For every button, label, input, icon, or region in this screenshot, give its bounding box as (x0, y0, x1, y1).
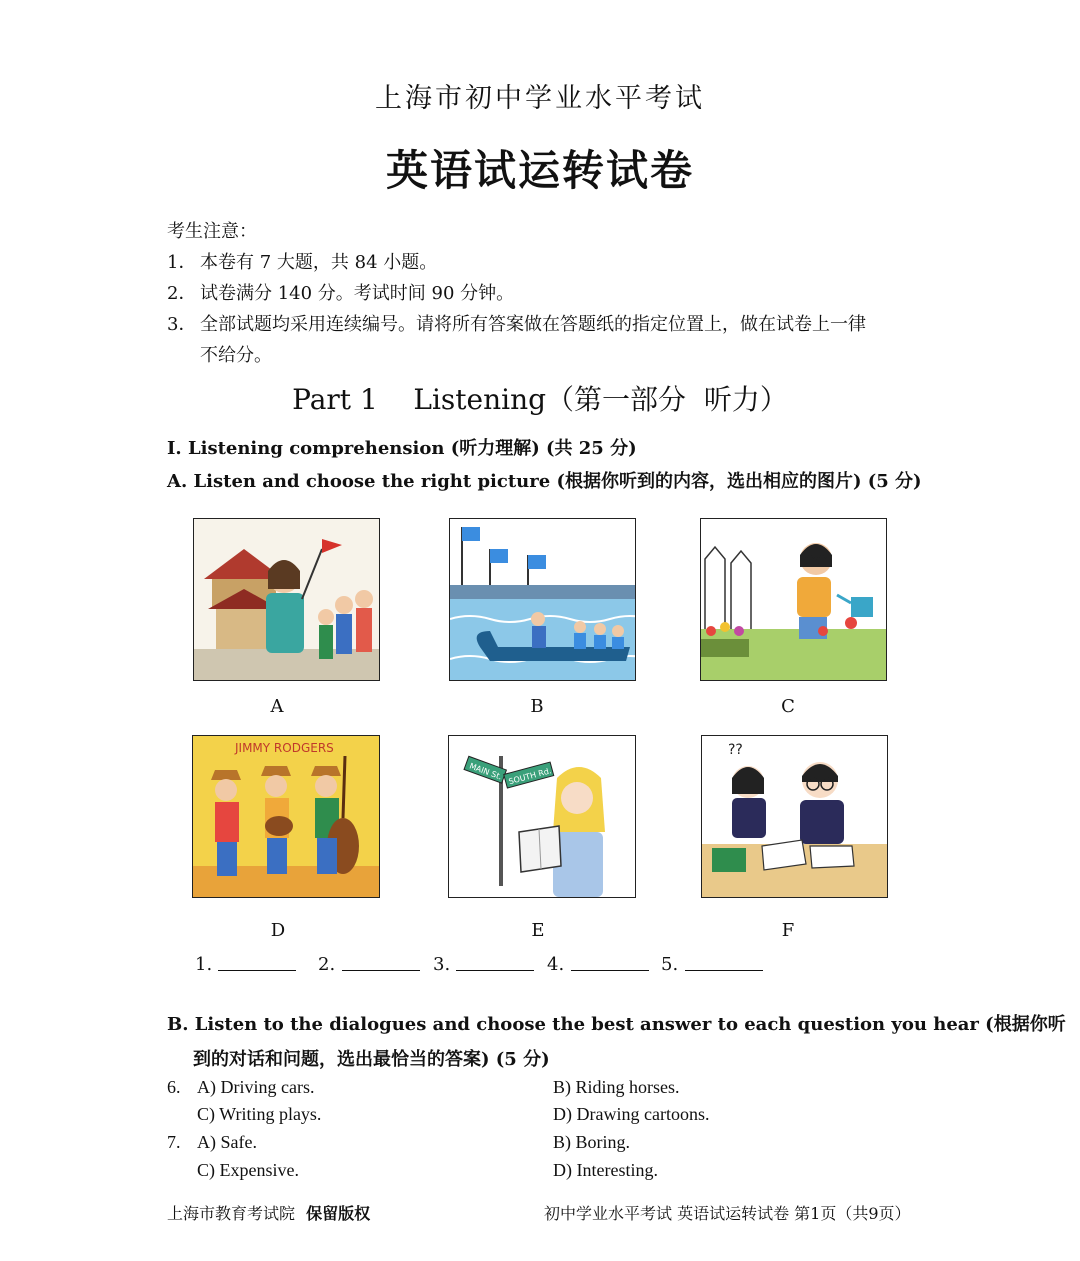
answer-blank-3[interactable] (456, 970, 534, 971)
question-marks: ?? (728, 742, 743, 758)
footer-org: 上海市教育考试院 (167, 1204, 296, 1223)
option-d: D) Drawing cartoons. (553, 1104, 710, 1124)
picture-letter: B (530, 696, 544, 717)
picture-letter: D (270, 920, 286, 941)
dragon-boat-picture (449, 518, 636, 681)
answer-blank-5[interactable] (685, 970, 763, 971)
notice-item-text: 全部试题均采用连续编号。请将所有答案做在答题纸的指定位置上，做在试卷上一律 (200, 314, 866, 335)
question-number: 7. (167, 1132, 181, 1152)
picture-letter: F (781, 920, 795, 941)
picture-letter: E (531, 920, 545, 941)
section-b-title: B. Listen to the dialogues and choose the best answer to each question you hear (根据你听 (167, 1014, 1066, 1035)
notice-item (167, 279, 514, 305)
blank-number: 2. (318, 954, 336, 975)
paper-title: 英语试运转试卷 (385, 146, 694, 195)
notice-item-text: 本卷有 7 大题，共 84 小题。 (200, 252, 438, 273)
picture-letter: A (270, 696, 284, 717)
section-i-title: I. Listening comprehension (听力理解) (共 25 分) (167, 438, 637, 459)
blank-number: 1. (195, 954, 213, 975)
footer-right: 初中学业水平考试 英语试运转试卷 第1页（共9页） (544, 1204, 911, 1223)
option-b: B) Riding horses. (553, 1077, 680, 1097)
band-picture (192, 735, 380, 898)
notice-item (167, 341, 272, 367)
notice-item-text: 试卷满分 140 分。考试时间 90 分钟。 (200, 283, 515, 304)
tour-guide-picture (193, 518, 380, 681)
option-d: D) Interesting. (553, 1160, 658, 1180)
picture-letter: C (781, 696, 795, 717)
footer-left (167, 1201, 370, 1224)
answer-blank-4[interactable] (571, 970, 649, 971)
footer-rights: 保留版权 (306, 1204, 371, 1223)
option-a: A) Driving cars. (197, 1077, 315, 1097)
option-c: C) Expensive. (197, 1160, 299, 1180)
question-number: 6. (167, 1077, 181, 1097)
students-studying-picture (701, 735, 888, 898)
street-sign-main: MAIN St. (468, 761, 504, 782)
gardening-picture (700, 518, 887, 681)
band-sign: JIMMY RODGERS (235, 741, 334, 755)
notice-item (167, 248, 437, 274)
answer-blank-1[interactable] (218, 970, 296, 971)
part-title: Part 1 Listening（第一部分 听力） (292, 383, 788, 416)
blank-number: 3. (433, 954, 451, 975)
blank-number: 5. (661, 954, 679, 975)
section-b-title-cont: 到的对话和问题，选出最恰当的答案) (5 分) (193, 1049, 550, 1070)
exam-title: 上海市初中学业水平考试 (375, 83, 705, 114)
notice-item (167, 310, 866, 336)
notice-item-num: 2． (167, 283, 197, 304)
answer-blank-2[interactable] (342, 970, 420, 971)
blank-number: 4. (547, 954, 565, 975)
option-a: A) Safe. (197, 1132, 257, 1152)
notice-item-num: 1． (167, 252, 197, 273)
notice-item-text: 不给分。 (200, 345, 272, 366)
lost-girl-map-picture (448, 735, 636, 898)
street-sign-south: SOUTH Rd. (507, 766, 553, 787)
notice-heading: 考生注意： (167, 221, 257, 242)
notice-item-num: 3． (167, 314, 197, 335)
option-c: C) Writing plays. (197, 1104, 322, 1124)
section-a-title: A. Listen and choose the right picture (根据你听到的内容，选出相应的图片) (5 分) (167, 471, 922, 492)
option-b: B) Boring. (553, 1132, 631, 1152)
